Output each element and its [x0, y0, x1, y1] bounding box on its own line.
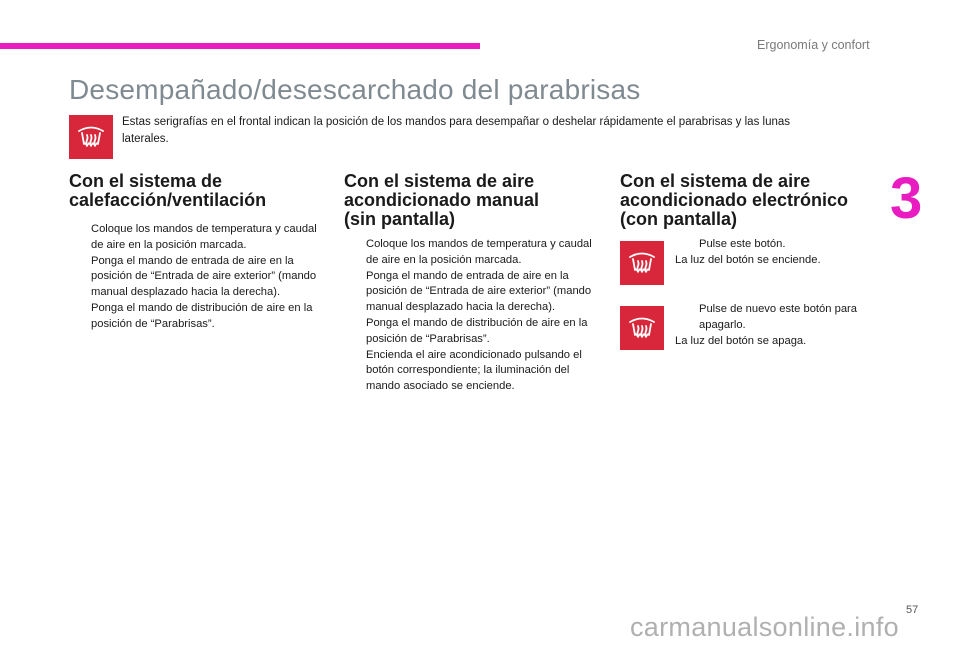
- list-item-text: Encienda el aire acondicionado pulsando el botón correspondiente; la iluminación del mando asociado se enciende.: [366, 348, 582, 393]
- list-item-text: Ponga el mando de entrada de aire en la posición de “Entrada de aire exterior” (mando manual desplazado hacia la derecha).: [366, 269, 592, 314]
- heading-line: Con el sistema de: [69, 171, 223, 191]
- intro-text: Estas serigrafías en el frontal indican la posición de los mandos para desempañar o deshelar rápidamente el parabrisas y las lunas laterales.: [122, 116, 791, 145]
- heading-manual-ac: [344, 172, 539, 229]
- watermark: carmanualsonline.info: [630, 612, 899, 642]
- header-accent-bar: [0, 43, 480, 49]
- list-item: [344, 269, 599, 316]
- list-item-text: Ponga el mando de entrada de aire en la posición de “Entrada de aire exterior” (mando manual desplazado hacia la derecha).: [91, 254, 317, 299]
- heading-line: Con el sistema de aire: [344, 171, 535, 191]
- bullet-list-heating: [69, 222, 321, 333]
- heading-line: Con el sistema de aire: [620, 171, 811, 191]
- step-instruction: [675, 302, 880, 334]
- list-item: [344, 348, 599, 395]
- step-press-again: [675, 302, 880, 349]
- list-item-text: Coloque los mandos de temperatura y caudal de aire en la posición marcada.: [366, 238, 592, 266]
- bullet-list-manual-ac: [344, 237, 599, 395]
- heading-electronic-ac: [620, 172, 848, 229]
- list-item: [69, 254, 321, 301]
- windscreen-demist-icon: [620, 241, 664, 285]
- chapter-number: 3: [890, 166, 923, 231]
- section-title: Ergonomía y confort: [757, 38, 870, 52]
- step-text: Pulse este botón.: [699, 238, 786, 250]
- step-press-button: [675, 237, 875, 269]
- heading-line: acondicionado manual: [344, 190, 540, 210]
- windscreen-demist-icon: [620, 306, 664, 350]
- list-item-text: Ponga el mando de distribución de aire en la posición de “Parabrisas”.: [366, 316, 588, 345]
- list-item: [344, 237, 599, 269]
- step-instruction: [675, 237, 875, 253]
- page-title: Desempañado/desescarchado del parabrisas: [69, 74, 641, 105]
- heading-line: (con pantalla): [620, 209, 738, 229]
- list-item: [69, 301, 321, 333]
- list-item-text: Coloque los mandos de temperatura y caudal de aire en la posición marcada.: [91, 223, 317, 251]
- heading-line: (sin pantalla): [344, 209, 456, 229]
- heading-line: calefacción/ventilación: [69, 190, 267, 210]
- list-item-text: Ponga el mando de distribución de aire en la posición de “Parabrisas”.: [91, 301, 313, 330]
- step-text: Pulse de nuevo este botón para apagarlo.: [699, 303, 857, 331]
- list-item: [344, 316, 599, 348]
- heading-heating-ventilation: [69, 172, 266, 210]
- list-item: [69, 222, 321, 254]
- windscreen-demist-icon: [69, 115, 113, 159]
- step-result: La luz del botón se enciende.: [675, 253, 821, 266]
- heading-line: acondicionado electrónico: [620, 190, 849, 210]
- step-result: La luz del botón se apaga.: [675, 334, 807, 347]
- page-number: 57: [906, 604, 919, 616]
